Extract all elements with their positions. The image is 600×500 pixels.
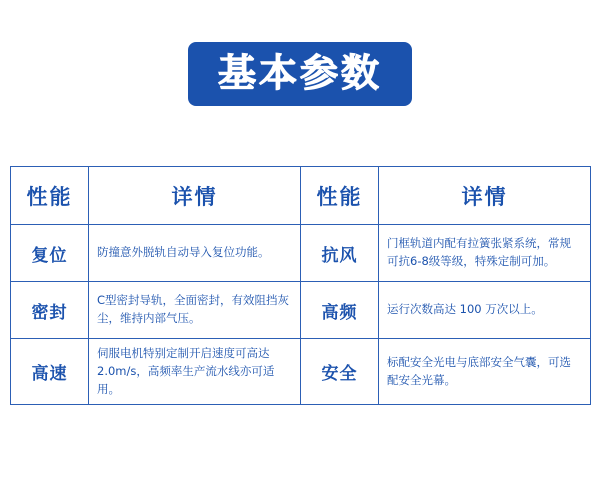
header-label: 性能	[26, 184, 73, 209]
row-value-cell	[379, 339, 591, 405]
row-key-cell	[301, 282, 379, 339]
header-label: 性能	[316, 184, 363, 209]
header-label: 详情	[461, 184, 508, 209]
row-value-cell	[89, 282, 301, 339]
row-key-label: 密封	[31, 302, 68, 323]
row-key-label: 安全	[321, 364, 358, 385]
header-cell-detail-left	[89, 167, 301, 225]
row-key-cell	[11, 225, 89, 282]
row-value-cell	[89, 225, 301, 282]
row-key-cell	[301, 225, 379, 282]
row-key-label: 高频	[321, 302, 358, 323]
row-value-text: 标配安全光电与底部安全气囊，可选配安全光幕。	[387, 354, 571, 387]
row-value-cell	[379, 225, 591, 282]
row-key-label: 复位	[31, 245, 68, 266]
row-value-cell	[89, 339, 301, 405]
header-cell-detail-right	[379, 167, 591, 225]
spec-table	[10, 166, 591, 405]
row-key-label: 高速	[31, 364, 68, 385]
header-cell-performance-right	[301, 167, 379, 225]
row-key-cell	[11, 339, 89, 405]
title-banner-wrap	[0, 42, 600, 106]
row-value-text: 门框轨道内配有拉簧张紧系统，常规可抗6-8级等级，特殊定制可加。	[387, 236, 571, 268]
row-value-text: 伺服电机特别定制开启速度可高达2.0m/s，高频率生产流水线亦可适用。	[97, 346, 275, 396]
row-value-text: 防撞意外脱轨自动导入复位功能。	[97, 245, 270, 260]
row-key-cell	[11, 282, 89, 339]
title-banner	[188, 42, 412, 106]
page-title: 基本参数	[217, 51, 382, 95]
row-key-label: 抗风	[321, 245, 358, 266]
table-row	[11, 225, 591, 282]
spec-table-wrap	[10, 166, 590, 405]
table-row	[11, 282, 591, 339]
row-value-text: 运行次数高达 100 万次以上。	[387, 302, 543, 317]
table-row	[11, 339, 591, 405]
row-value-text: C型密封导轨，全面密封，有效阻挡灰尘，维持内部气压。	[97, 293, 290, 325]
row-key-cell	[301, 339, 379, 405]
table-header-row	[11, 167, 591, 225]
header-cell-performance-left	[11, 167, 89, 225]
row-value-cell	[379, 282, 591, 339]
header-label: 详情	[171, 184, 218, 209]
